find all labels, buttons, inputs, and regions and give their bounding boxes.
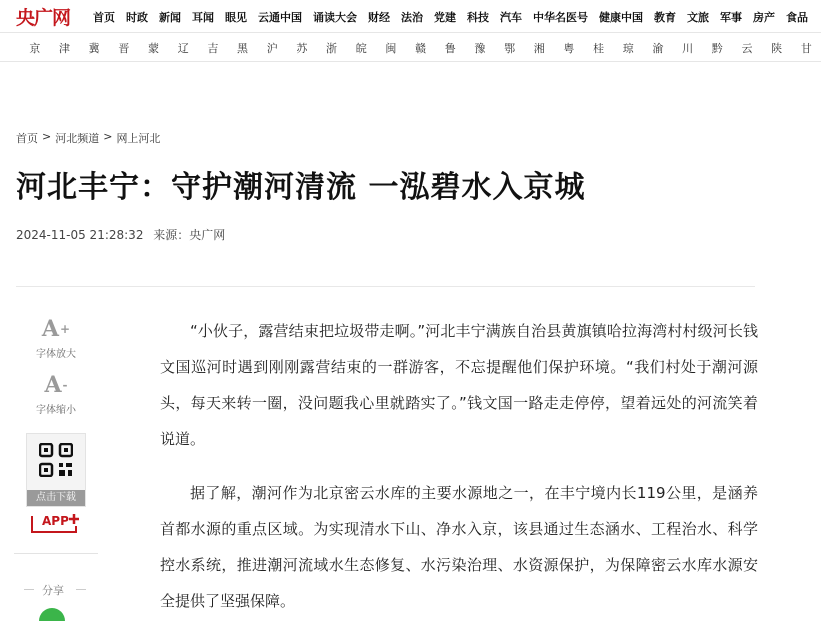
nav-item[interactable]: 耳闻 xyxy=(192,10,214,24)
main-nav xyxy=(93,0,819,33)
nav-item[interactable]: 党建 xyxy=(434,10,456,24)
province-item[interactable]: 赣 xyxy=(415,41,427,55)
province-item[interactable]: 云 xyxy=(741,41,753,55)
site-logo[interactable]: 央广网 xyxy=(16,6,71,29)
province-nav xyxy=(0,34,821,62)
app-badge[interactable] xyxy=(30,512,84,534)
province-item[interactable]: 渝 xyxy=(652,41,664,55)
province-item[interactable]: 鄂 xyxy=(504,41,516,55)
nav-item[interactable]: 云通中国 xyxy=(258,10,302,24)
article-meta xyxy=(16,226,231,243)
share-line-left xyxy=(24,589,34,590)
font-increase-button[interactable] xyxy=(26,318,86,360)
province-item[interactable]: 桂 xyxy=(593,41,605,55)
nav-item[interactable]: 房产 xyxy=(753,10,775,24)
share-label: 分享 xyxy=(42,584,64,597)
font-decrease-button[interactable] xyxy=(26,374,86,416)
breadcrumb-channel[interactable]: 河北频道 xyxy=(55,132,100,145)
header-divider xyxy=(16,286,755,287)
font-decrease-icon: A- xyxy=(44,372,68,398)
share-section xyxy=(24,582,88,596)
breadcrumb-separator: > xyxy=(103,130,113,143)
province-item[interactable]: 琼 xyxy=(622,41,634,55)
wechat-share-icon[interactable] xyxy=(39,608,65,621)
nav-item[interactable]: 眼见 xyxy=(225,10,247,24)
breadcrumb-home[interactable]: 首页 xyxy=(16,132,38,145)
font-decrease-label: 字体缩小 xyxy=(36,405,76,416)
province-item[interactable]: 豫 xyxy=(474,41,486,55)
nav-item[interactable]: 汽车 xyxy=(500,10,522,24)
nav-item[interactable]: 文旅 xyxy=(687,10,709,24)
province-item[interactable]: 京 xyxy=(29,41,41,55)
province-item[interactable]: 冀 xyxy=(88,41,100,55)
breadcrumb-section[interactable]: 网上河北 xyxy=(116,132,161,145)
nav-item[interactable]: 科技 xyxy=(467,10,489,24)
province-item[interactable]: 鲁 xyxy=(444,41,456,55)
qr-download-label: 点击下载 xyxy=(27,490,85,506)
nav-item[interactable]: 中华名医号 xyxy=(533,10,588,24)
top-nav xyxy=(0,0,821,33)
province-item[interactable]: 黑 xyxy=(237,41,249,55)
nav-item[interactable]: 诵读大会 xyxy=(313,10,357,24)
nav-item[interactable]: 军事 xyxy=(720,10,742,24)
province-item[interactable]: 闽 xyxy=(385,41,397,55)
province-item[interactable]: 皖 xyxy=(355,41,367,55)
nav-item[interactable]: 法治 xyxy=(401,10,423,24)
province-item[interactable]: 黔 xyxy=(711,41,723,55)
qr-code-icon xyxy=(39,443,73,477)
nav-item[interactable]: 健康中国 xyxy=(599,10,643,24)
province-item[interactable]: 津 xyxy=(59,41,70,55)
province-item[interactable]: 沪 xyxy=(266,41,278,55)
article-paragraph: “小伙子，露营结束把垃圾带走啊。”河北丰宁满族自治县黄旗镇哈拉海湾村村级河长钱文国巡河时遇到刚刚露营结束的一群游客，不忘提醒他们保护环境。“我们村处于潮河源头，每天来转一圈，没问题我心里就踏实了。”钱文国一路走走停停，望着远处的河流笑着说道。 xyxy=(160,322,758,448)
province-item[interactable]: 川 xyxy=(682,41,694,55)
share-line-right xyxy=(76,589,86,590)
font-increase-icon: A+ xyxy=(41,316,71,342)
article-datetime: 2024-11-05 21:28:32 xyxy=(16,228,144,242)
province-item[interactable]: 苏 xyxy=(296,41,308,55)
province-item[interactable]: 蒙 xyxy=(148,41,160,55)
nav-item[interactable]: 时政 xyxy=(126,10,148,24)
province-item[interactable]: 晋 xyxy=(118,41,130,55)
province-item[interactable]: 陕 xyxy=(771,41,783,55)
province-item[interactable]: 粤 xyxy=(563,41,575,55)
province-item[interactable]: 湘 xyxy=(533,41,545,55)
tools-divider xyxy=(14,553,98,554)
breadcrumb-separator: > xyxy=(42,130,52,143)
article-paragraph: 据了解，潮河作为北京密云水库的主要水源地之一，在丰宁境内长119公里，是涵养首都水源的重点区域。为实现清水下山、净水入京，该县通过生态涵水、工程治水、科学控水系统，推进潮河流域水生态修复、水污染治理、水资源保护，为保障密云水库水源安全提供了坚强保障。 xyxy=(160,484,758,610)
province-item[interactable]: 浙 xyxy=(326,41,338,55)
province-item[interactable]: 甘 xyxy=(800,41,812,55)
nav-item[interactable]: 新闻 xyxy=(159,10,181,24)
article-source: 来源：央广网 xyxy=(153,228,226,242)
article-body xyxy=(160,313,758,621)
article-title: 河北丰宁：守护潮河清流 一泓碧水入京城 xyxy=(16,170,586,205)
app-badge-label: APP xyxy=(42,514,69,528)
breadcrumb xyxy=(16,130,160,146)
font-increase-label: 字体放大 xyxy=(36,349,76,360)
province-item[interactable]: 辽 xyxy=(177,41,189,55)
nav-item[interactable]: 教育 xyxy=(654,10,676,24)
nav-item[interactable]: 首页 xyxy=(93,10,115,24)
app-download-qr[interactable] xyxy=(26,433,86,507)
nav-item[interactable]: 财经 xyxy=(368,10,390,24)
province-item[interactable]: 吉 xyxy=(207,41,219,55)
nav-item[interactable]: 食品 xyxy=(786,10,808,24)
